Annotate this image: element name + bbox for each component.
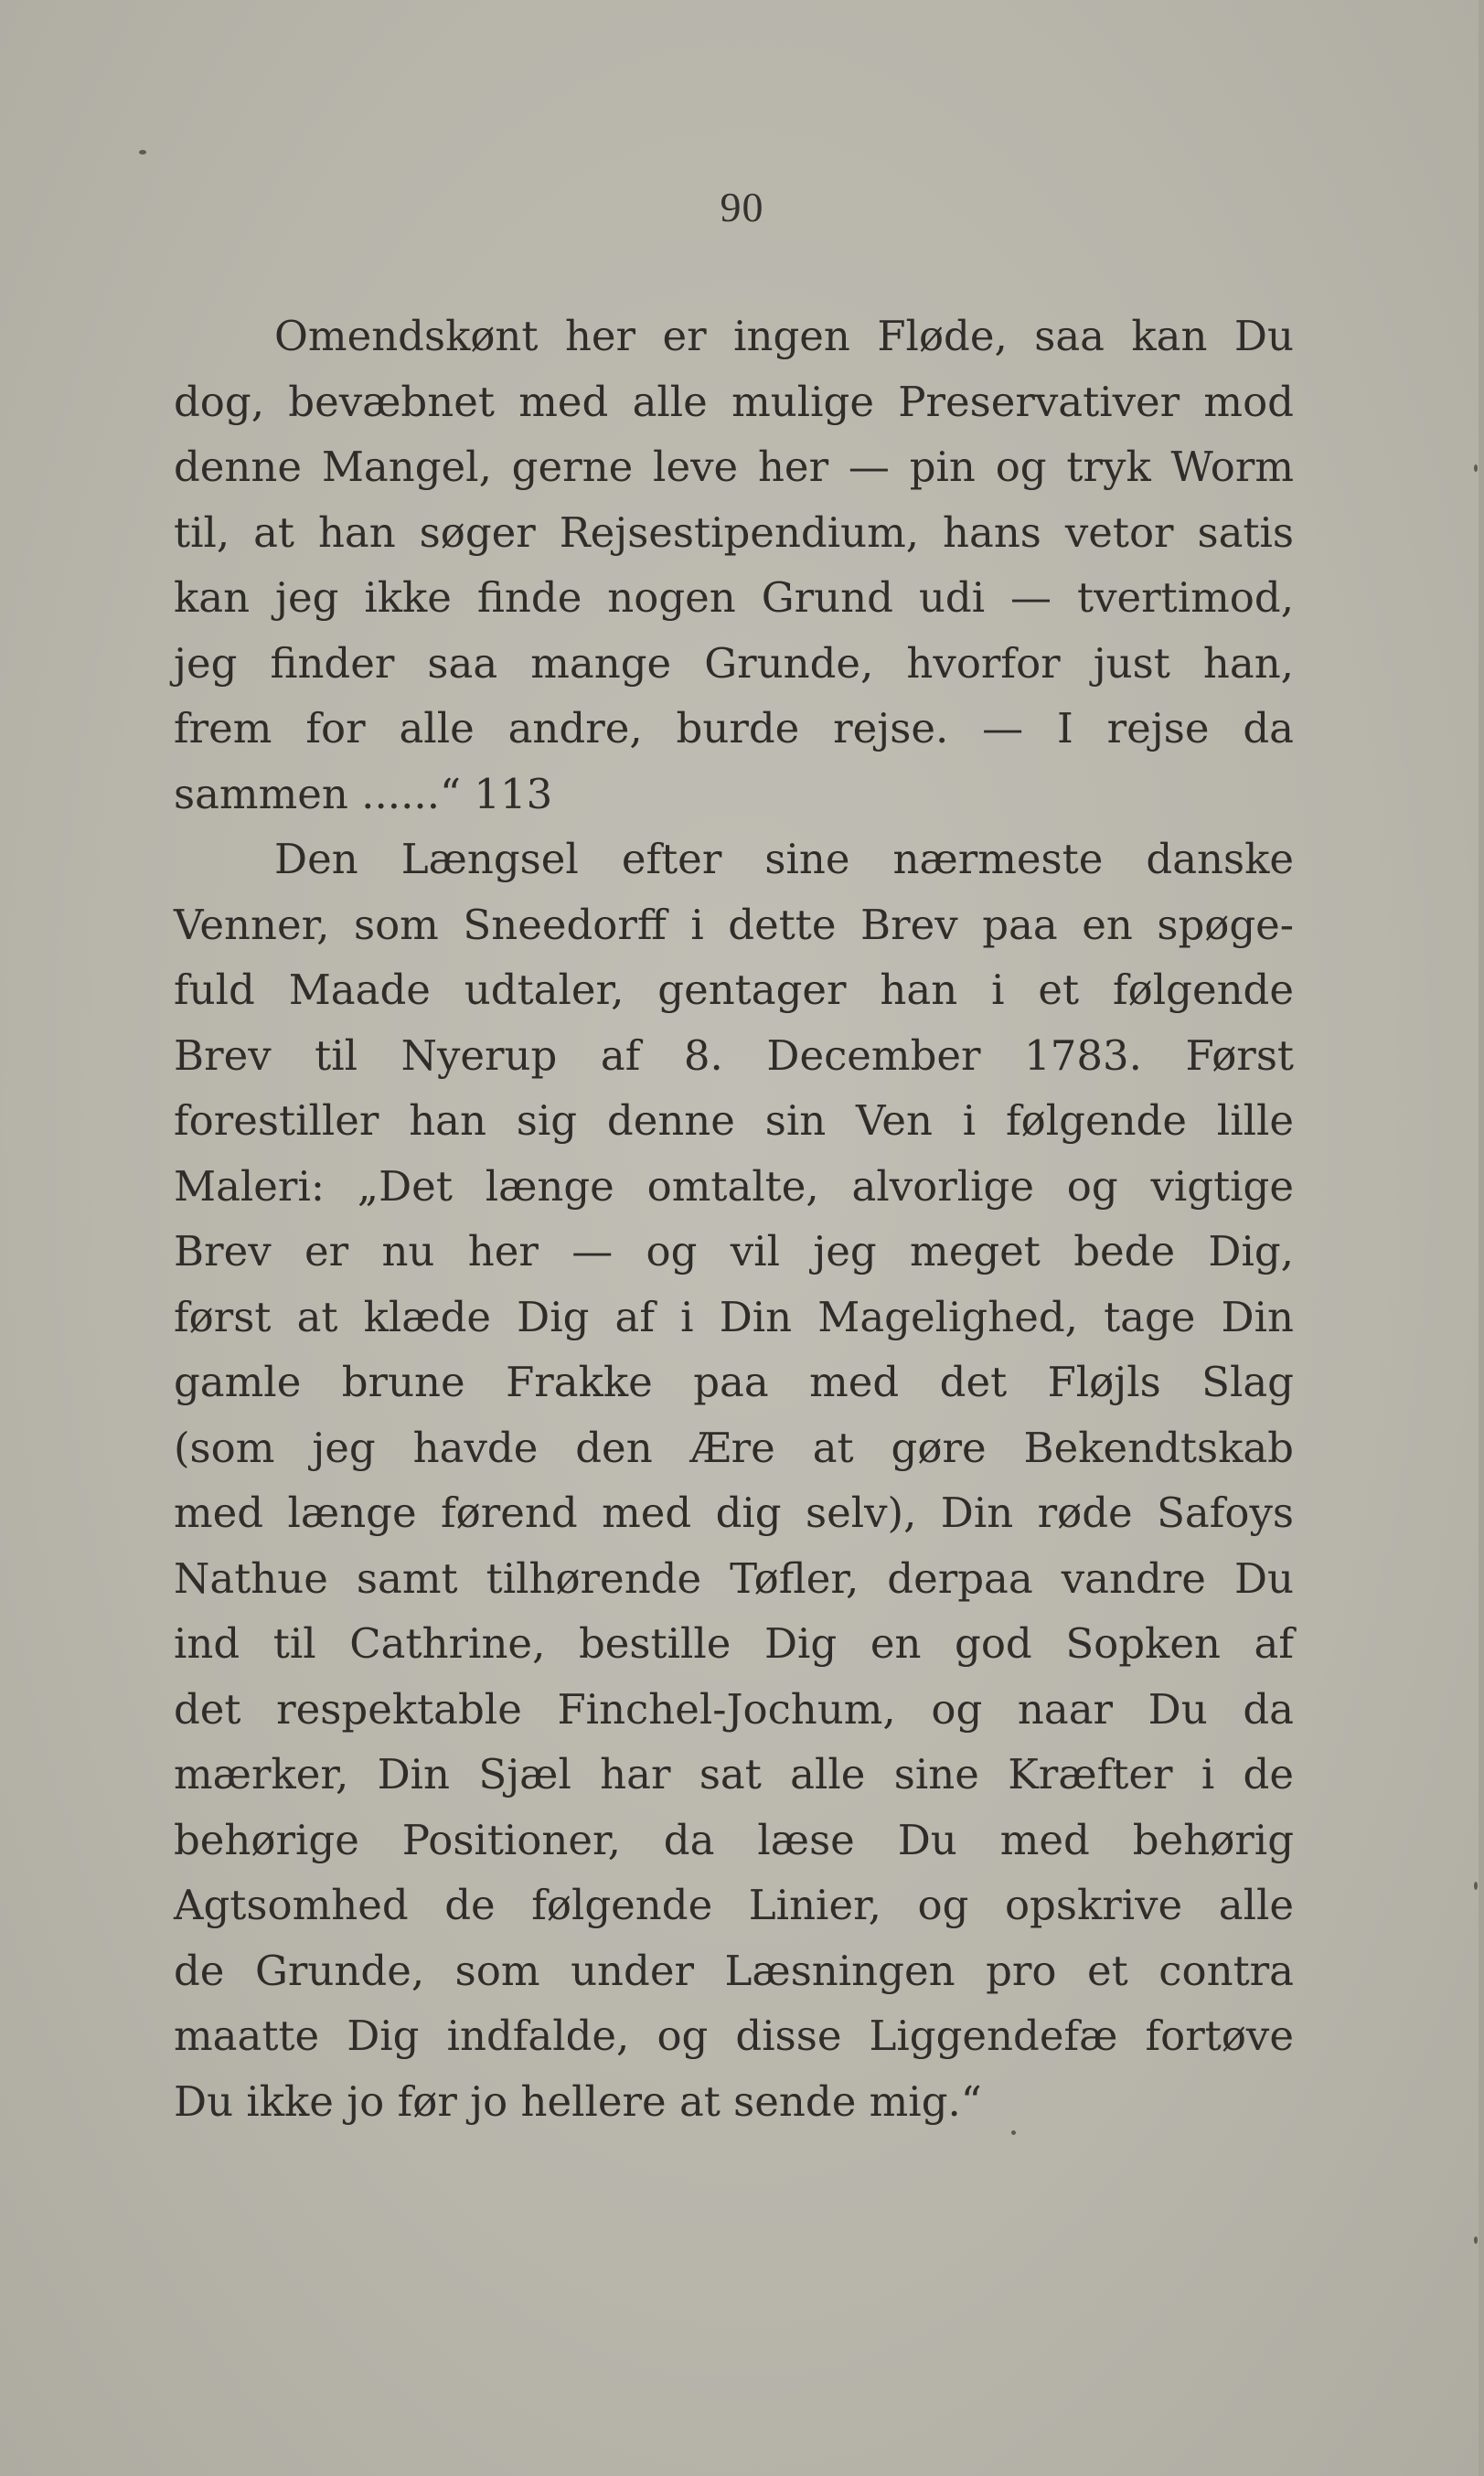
paper-speck: [139, 150, 146, 155]
text-line: kan jeg ikke finde nogen Grund udi — tvertimod,: [174, 573, 1294, 622]
paper-speck: [1474, 2236, 1478, 2244]
text-line: mærker, Din Sjæl har sat alle sine Kræfter i de: [174, 1750, 1294, 1798]
text-line: Venner, som Sneedorff i dette Brev paa en spøge-: [174, 901, 1294, 949]
text-line: først at klæde Dig af i Din Magelighed, tage Din: [174, 1293, 1294, 1341]
page-edge: [1479, 0, 1484, 2476]
text-line: Brev er nu her — og vil jeg meget bede Dig,: [174, 1227, 1294, 1275]
text-line: gamle brune Frakke paa med det Fløjls Slag: [174, 1358, 1294, 1406]
text-line: de Grunde, som under Læsningen pro et contra: [174, 1947, 1294, 1995]
text-line: jeg finder saa mange Grunde, hvorfor just han,: [174, 639, 1294, 688]
text-line: maatte Dig indfalde, og disse Liggendefæ fortøve: [174, 2012, 1294, 2060]
paper-speck: [1474, 1882, 1478, 1890]
text-line: (som jeg havde den Ære at gøre Bekendtskab: [174, 1424, 1294, 1472]
text-line: behørige Positioner, da læse Du med behørig: [174, 1816, 1294, 1864]
text-line: forestiller han sig denne sin Ven i følgende lille: [174, 1096, 1294, 1145]
text-line: Du ikke jo før jo hellere at sende mig.“: [174, 2077, 982, 2126]
text-line: frem for alle andre, burde rejse. — I rejse da: [174, 704, 1294, 752]
paper-speck: [1011, 2130, 1016, 2135]
text-line: det respektable Finchel-Jochum, og naar Du da: [174, 1685, 1294, 1734]
text-line: sammen ......“ 113: [174, 770, 553, 818]
text-line: til, at han søger Rejsestipendium, hans vetor satis: [174, 508, 1294, 557]
text-line: fuld Maade udtaler, gentager han i et følgende: [174, 966, 1294, 1014]
text-line: Maleri: „Det længe omtalte, alvorlige og vigtige: [174, 1162, 1294, 1211]
text-line: dog, bevæbnet med alle mulige Preservativer mod: [174, 378, 1294, 426]
text-line: denne Mangel, gerne leve her — pin og tryk Worm: [174, 443, 1294, 491]
text-line: Omendskønt her er ingen Fløde, saa kan Du: [274, 312, 1294, 360]
paper-speck: [1474, 464, 1478, 472]
text-line: Agtsomhed de følgende Linier, og opskrive alle: [174, 1881, 1294, 1929]
page-number: 90: [720, 184, 764, 230]
text-line: ind til Cathrine, bestille Dig en god Sopken af: [174, 1619, 1294, 1668]
text-line: med længe førend med dig selv), Din røde Safoys: [174, 1489, 1294, 1537]
text-line: Den Længsel efter sine nærmeste danske: [274, 835, 1294, 883]
text-line: Nathue samt tilhørende Tøfler, derpaa vandre Du: [174, 1554, 1294, 1603]
text-line: Brev til Nyerup af 8. December 1783. Først: [174, 1031, 1294, 1080]
